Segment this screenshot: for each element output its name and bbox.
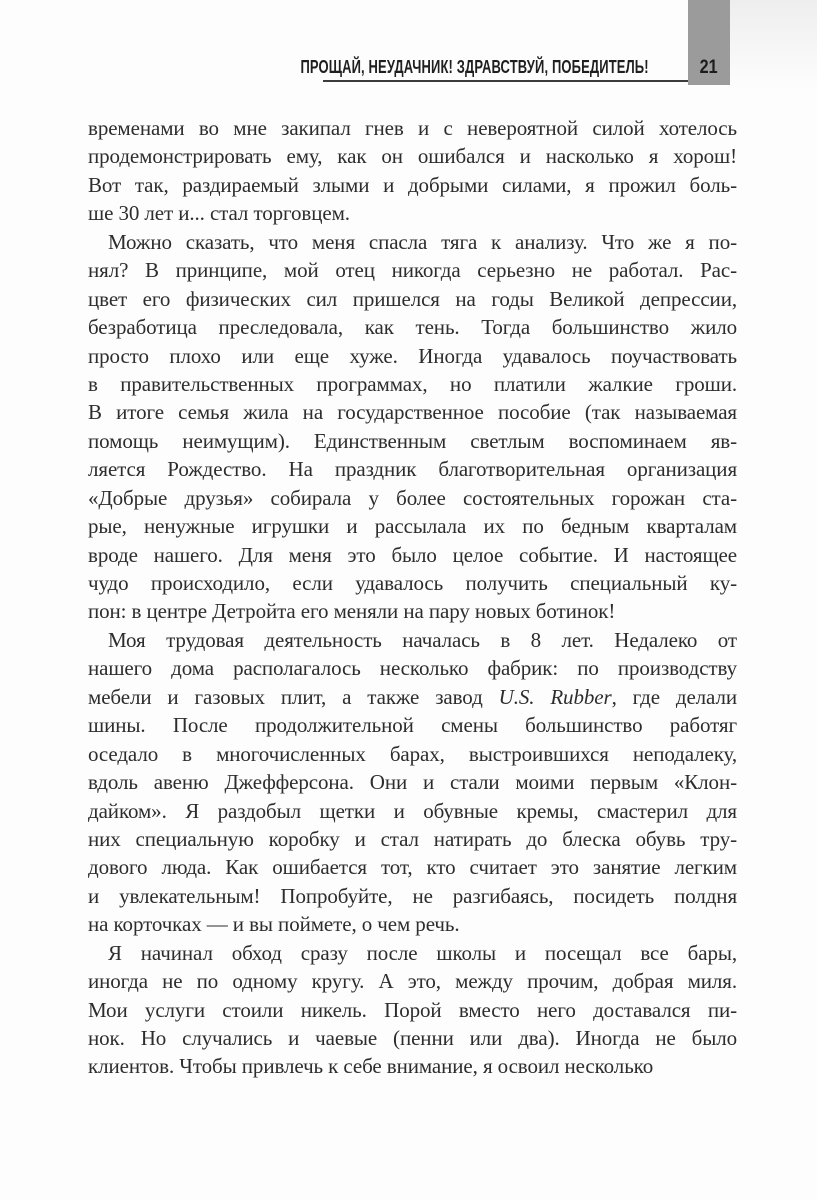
text-line: чудо происходило, если удавалось получить специальный ку- <box>88 571 737 595</box>
text-line: нял? В принципе, мой отец никогда серьезно не работал. Рас- <box>88 258 737 283</box>
page-number: 21 <box>700 57 718 78</box>
text-line: в правительственных программах, но платили жалкие гроши. <box>88 371 737 396</box>
text-block <box>88 114 737 1081</box>
page-number-tab <box>688 0 730 85</box>
text-line: пон: в центре Детройта его меняли на пару новых ботинок! <box>88 599 616 624</box>
text-line: В итоге семья жила на государственное пособие (так называемая <box>88 400 737 425</box>
text-line: дового люда. Как ошибается тот, кто считает это занятие легким <box>88 855 737 880</box>
text-line: рые, ненужные игрушки и рассылала их по бедным кварталам <box>88 514 737 539</box>
text-line: ше 30 лет и... стал торговцем. <box>88 201 350 226</box>
text-line: продемонстрировать ему, как он ошибался и насколько я хорош! <box>88 144 737 169</box>
text-line: дайком». Я раздобыл щетки и обувные кремы, смастерил для <box>88 798 737 823</box>
plain-text: мебели и газовых плит, а также завод <box>88 684 499 709</box>
text-line: просто плохо или еще хуже. Иногда удавалось поучаствовать <box>88 343 737 368</box>
text-line: нок. Но случались и чаевые (пенни или два). Иногда не было <box>88 1026 737 1050</box>
text-line: иногда не по одному кругу. А это, между прочим, добрая миля. <box>88 969 737 994</box>
text-line: вдоль авеню Джефферсона. Они и стали моими первым «Клон- <box>88 770 737 795</box>
italic-text: U.S. Rubber <box>498 684 612 709</box>
text-line: на корточках — и вы поймете, о чем речь. <box>88 912 460 937</box>
text-line: безработица преследовала, как тень. Тогда большинство жило <box>88 315 737 340</box>
text-line: клиентов. Чтобы привлечь к себе внимание, я освоил несколько <box>88 1054 654 1079</box>
text-line: и увлекательным! Попробуйте, не разгибаясь, посидеть полдня <box>88 883 737 908</box>
text-line: Мои услуги стоили никель. Порой вместо него доставался пи- <box>88 997 737 1022</box>
header-rule <box>323 80 717 82</box>
scan-shading <box>730 0 817 100</box>
text-line: цвет его физических сил пришелся на годы Великой депрессии, <box>88 286 737 311</box>
plain-text: , где делали <box>611 684 737 709</box>
text-line: Моя трудовая деятельность началась в 8 лет. Недалеко от <box>108 627 737 652</box>
text-line: помощь неимущим). Единственным светлым воспоминаем яв- <box>88 428 737 453</box>
text-line: ляется Рождество. На праздник благотворительная организация <box>88 457 737 482</box>
text-line: Можно сказать, что меня спасла тяга к анализу. Что же я по- <box>108 229 737 254</box>
text-line: нашего дома располагалось несколько фабрик: по производству <box>88 656 737 681</box>
text-line: «Добрые друзья» собирала у более состоятельных горожан ста- <box>88 485 737 510</box>
text-line: шины. После продолжительной смены большинство работяг <box>88 713 737 738</box>
running-header-title: ПРОЩАЙ, НЕУДАЧНИК! ЗДРАВСТВУЙ, ПОБЕДИТЕЛЬ! <box>300 57 649 77</box>
text-line: Вот так, раздираемый злыми и добрыми силами, я прожил боль- <box>88 172 737 197</box>
text-line: оседало в многочисленных барах, выстроившихся неподалеку, <box>88 741 737 766</box>
text-line: них специальную коробку и стал натирать до блеска обувь тру- <box>88 826 737 851</box>
text-line <box>88 683 737 711</box>
text-line: временами во мне закипал гнев и с невероятной силой хотелось <box>88 116 737 140</box>
text-line: вроде нашего. Для меня это было целое событие. И настоящее <box>88 542 737 567</box>
text-line: Я начинал обход сразу после школы и посещал все бары, <box>108 940 737 965</box>
